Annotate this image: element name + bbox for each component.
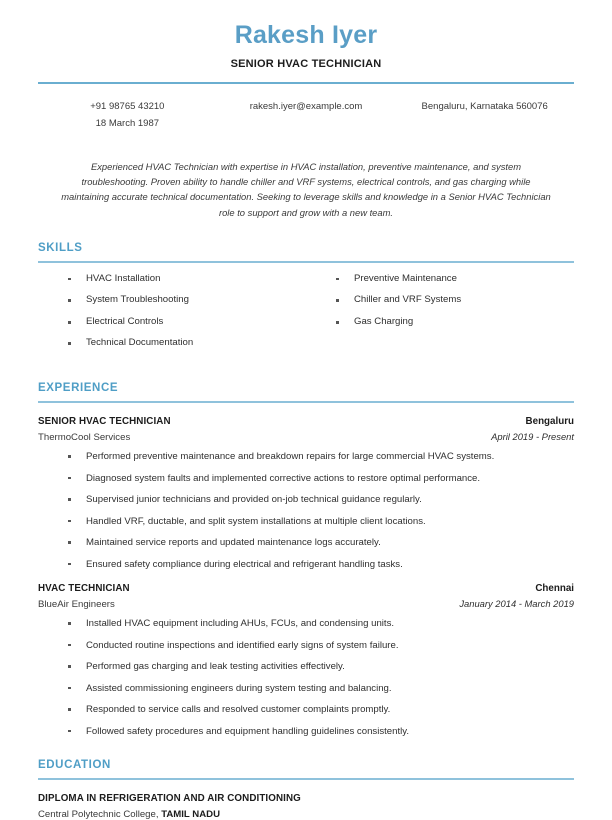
- bullet-item: Conducted routine inspections and identified early signs of system failure.: [66, 640, 574, 652]
- section-title-skills: SKILLS: [38, 241, 83, 254]
- experience-entry-subheader: [38, 594, 574, 610]
- bullet-item: Maintained service reports and updated maintenance logs accurately.: [66, 537, 574, 549]
- section-education: [38, 759, 574, 820]
- candidate-job-title: SENIOR HVAC TECHNICIAN: [230, 57, 382, 70]
- bullet-item: Followed safety procedures and equipment handling guidelines consistently.: [66, 726, 574, 738]
- contact-col-location: [395, 98, 574, 116]
- bullet-item: Assisted commissioning engineers during system testing and balancing.: [66, 683, 574, 695]
- education-school: [38, 809, 574, 820]
- experience-entry-header: [38, 416, 574, 427]
- bullet-item: Performed preventive maintenance and breakdown repairs for large commercial HVAC systems.: [66, 451, 574, 463]
- skills-column-right: [306, 274, 574, 360]
- section-experience: [38, 382, 574, 737]
- contact-col-phone: [38, 98, 217, 133]
- contact-col-email: [217, 98, 396, 116]
- experience-dates: January 2014 - March 2019: [459, 598, 574, 609]
- experience-entry-header: [38, 583, 574, 594]
- skills-column-left: [38, 274, 306, 360]
- experience-company: BlueAir Engineers: [38, 599, 115, 610]
- skill-item: System Troubleshooting: [66, 295, 306, 306]
- education-entry: [38, 793, 574, 820]
- experience-bullets: [38, 451, 574, 570]
- education-school-region: TAMIL NADU: [161, 809, 221, 820]
- section-divider-experience: [38, 401, 574, 403]
- section-title-experience: EXPERIENCE: [38, 382, 119, 394]
- education-school-name: Central Polytechnic College,: [38, 809, 159, 820]
- bullet-item: Handled VRF, ductable, and split system installations at multiple client locations.: [66, 516, 574, 528]
- contact-phone: +91 98765 43210: [90, 100, 165, 112]
- contact-date-of-birth: 18 March 1987: [95, 118, 160, 130]
- bullet-item: Performed gas charging and leak testing activities effectively.: [66, 661, 574, 673]
- section-divider-education: [38, 778, 574, 780]
- skill-item: Electrical Controls: [66, 317, 306, 328]
- contact-info: [38, 98, 574, 133]
- bullet-item: Diagnosed system faults and implemented corrective actions to restore optimal performance.: [66, 473, 574, 485]
- bullet-item: Responded to service calls and resolved customer complaints promptly.: [66, 704, 574, 716]
- experience-job-title: SENIOR HVAC TECHNICIAN: [38, 416, 171, 427]
- experience-entry: [38, 583, 574, 737]
- skills-columns: [38, 274, 574, 360]
- experience-dates: April 2019 - Present: [491, 431, 574, 442]
- skill-item: HVAC Installation: [66, 274, 306, 285]
- experience-location: Chennai: [535, 583, 574, 594]
- experience-entry-subheader: [38, 427, 574, 443]
- skill-item: Technical Documentation: [66, 338, 306, 349]
- experience-location: Bengaluru: [525, 416, 574, 427]
- contact-email: rakesh.iyer@example.com: [249, 100, 363, 112]
- resume-page: [0, 21, 612, 820]
- skill-item: Preventive Maintenance: [334, 274, 574, 285]
- bullet-item: Ensured safety compliance during electrical and refrigerant handling tasks.: [66, 559, 574, 571]
- education-degree: DIPLOMA IN REFRIGERATION AND AIR CONDITIONING: [38, 793, 301, 804]
- bullet-item: Supervised junior technicians and provided on-job technical guidance regularly.: [66, 494, 574, 506]
- header-divider: [38, 82, 574, 84]
- skill-item: Chiller and VRF Systems: [334, 295, 574, 306]
- section-divider-skills: [38, 261, 574, 263]
- contact-location: Bengaluru, Karnataka 560076: [421, 100, 548, 112]
- experience-bullets: [38, 618, 574, 737]
- resume-header: [38, 21, 574, 84]
- bullet-item: Installed HVAC equipment including AHUs, FCUs, and condensing units.: [66, 618, 574, 630]
- section-title-education: EDUCATION: [38, 759, 111, 771]
- professional-summary: Experienced HVAC Technician with expertise in HVAC installation, preventive maintenance, and system troubleshooting. Proven ability to handle chiller and VRF systems, electrical controls, and gas charging while maintaining accurate technical documentation. Seeking to leverage skills and knowledge in a Senior HVAC Technician role to support and grow with a new team.: [61, 160, 551, 218]
- experience-entry: [38, 416, 574, 570]
- experience-job-title: HVAC TECHNICIAN: [38, 583, 130, 594]
- experience-company: ThermoCool Services: [38, 432, 131, 443]
- skill-item: Gas Charging: [334, 317, 574, 328]
- section-skills: [38, 242, 574, 360]
- candidate-name: Rakesh Iyer: [234, 21, 378, 49]
